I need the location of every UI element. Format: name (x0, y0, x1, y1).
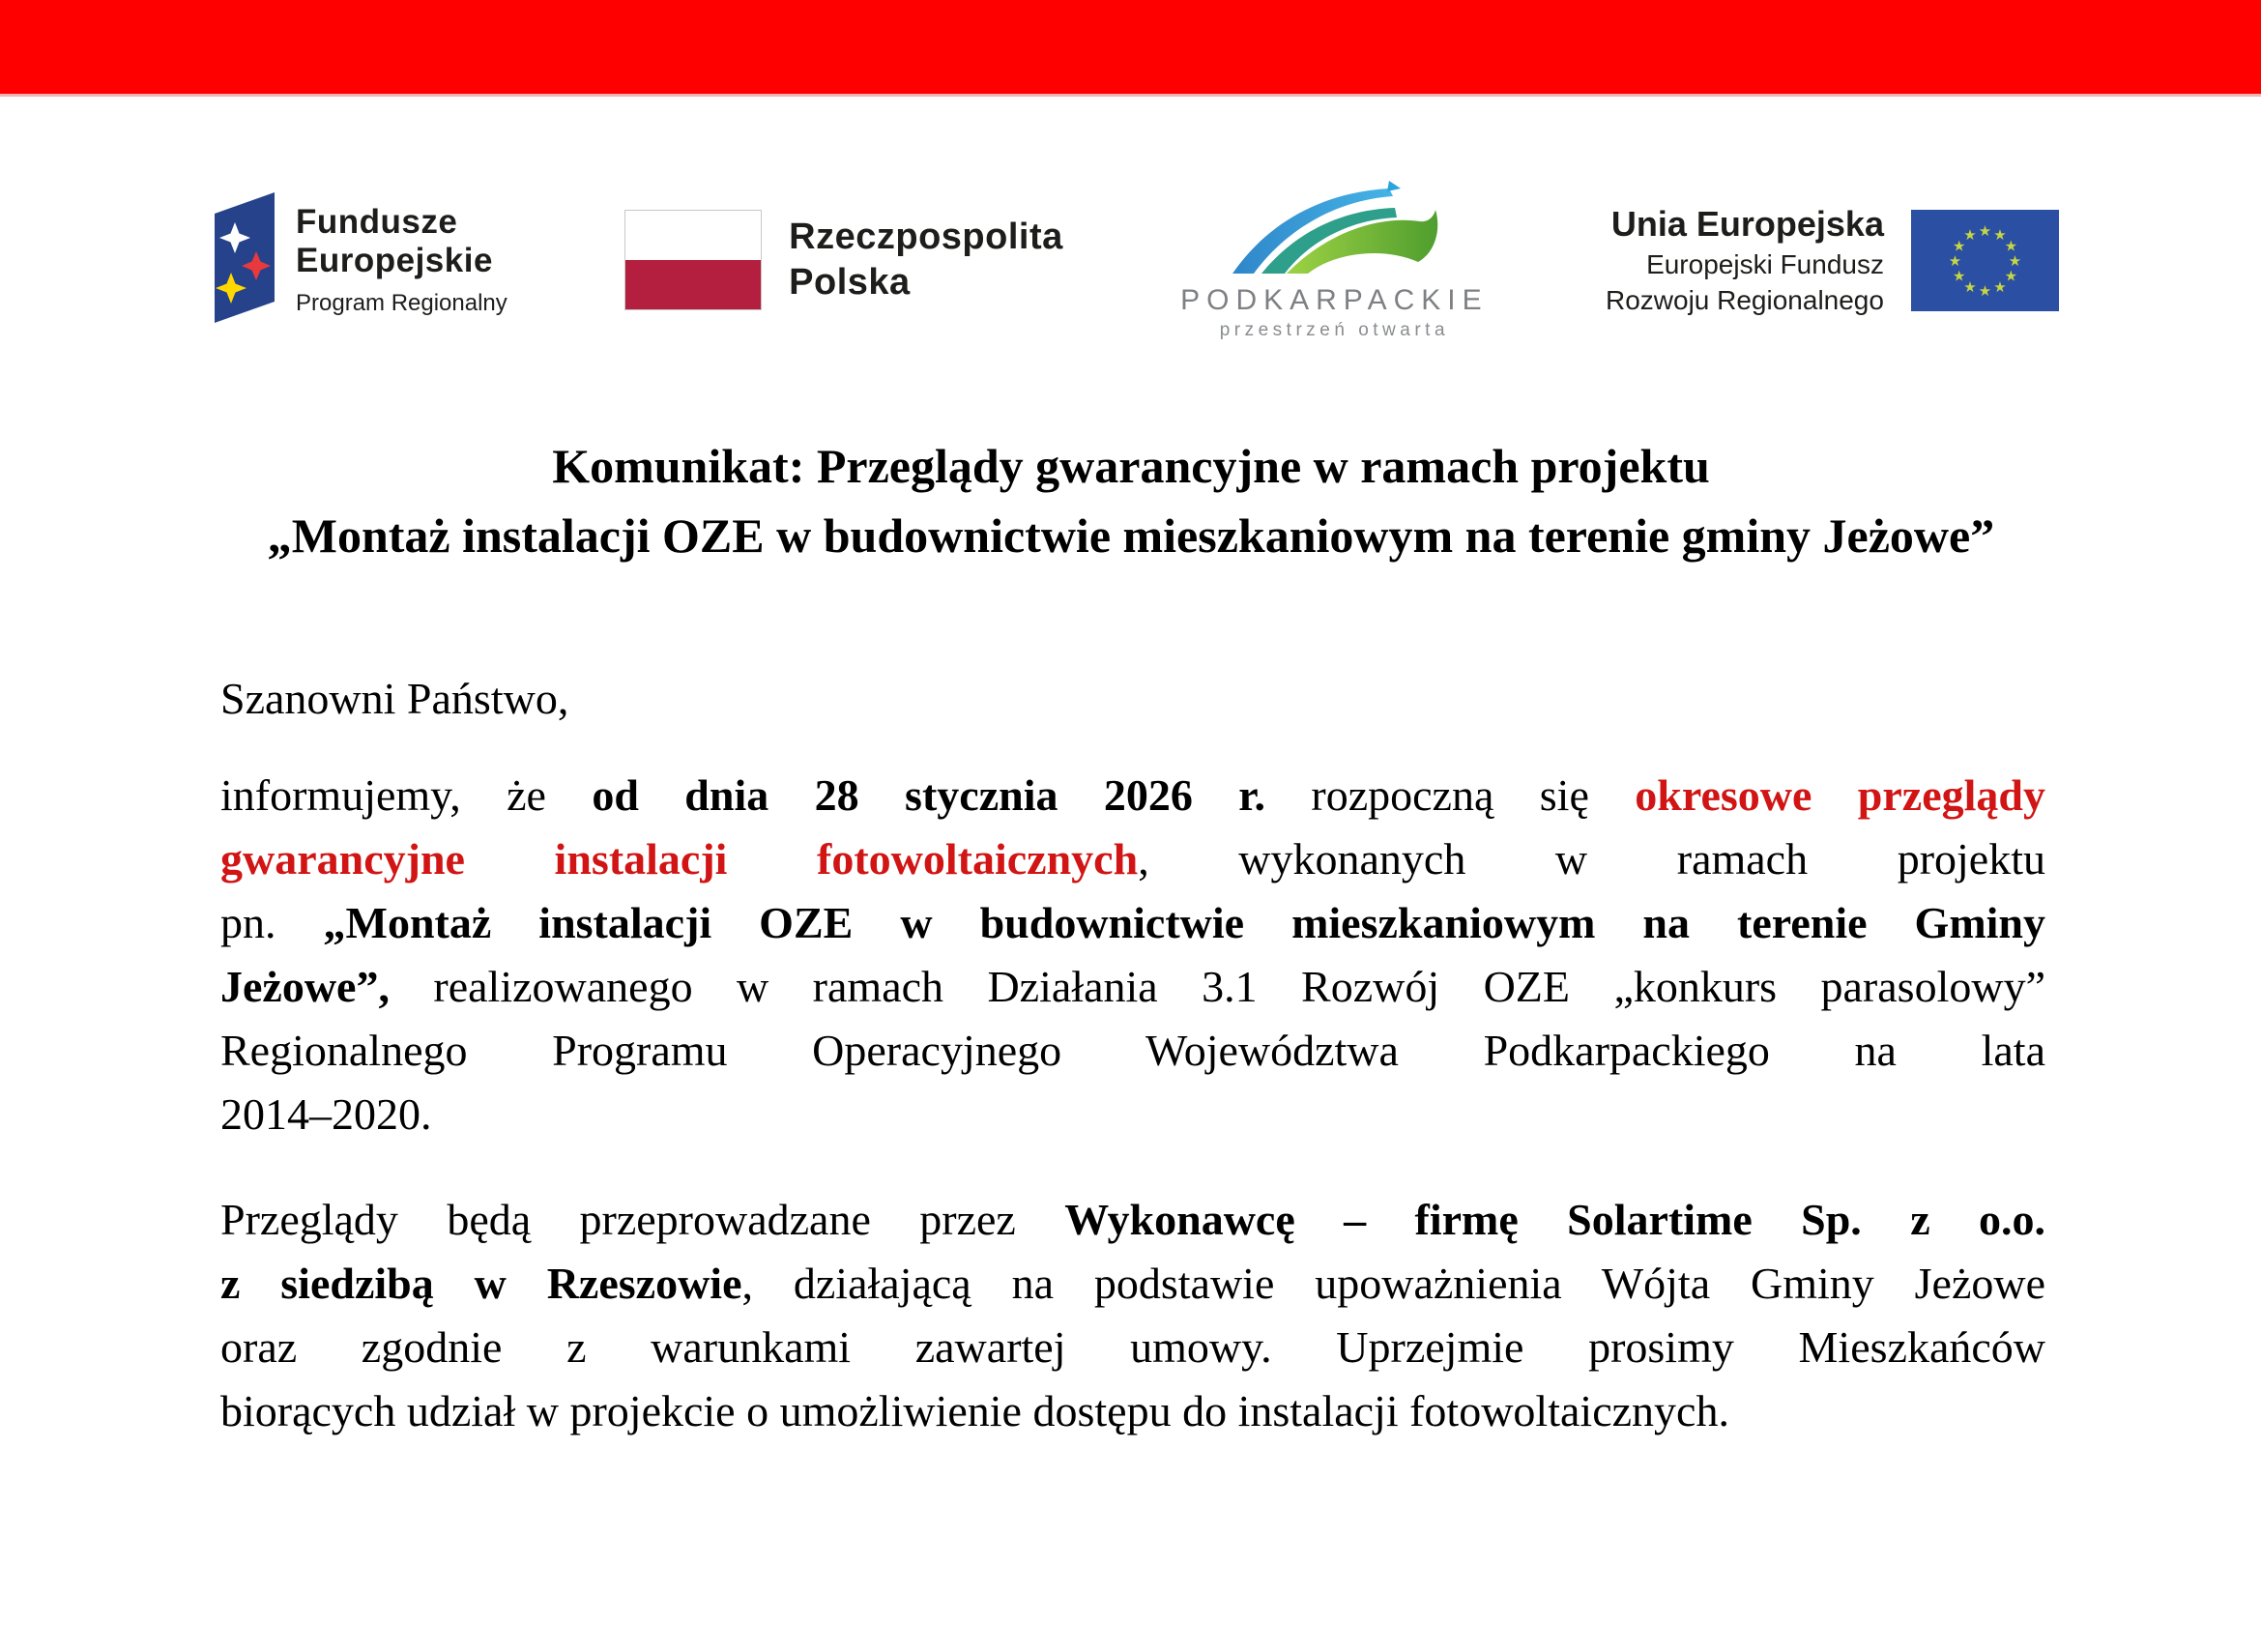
svg-text:★: ★ (2004, 237, 2017, 254)
fe-line3: Program Regionalny (296, 289, 507, 316)
podkarpackie-swoosh-icon (1229, 179, 1439, 280)
text-line (220, 827, 2045, 891)
text-line (220, 955, 2045, 1019)
text-line (220, 1188, 2045, 1252)
salutation: Szanowni Państwo, (220, 674, 569, 723)
rp-line1: Rzeczpospolita (789, 217, 1063, 257)
svg-text:★: ★ (2008, 251, 2022, 270)
svg-text:★: ★ (1993, 225, 2007, 244)
text-run: z siedzibą w Rzeszowie (220, 1259, 742, 1308)
text-line (220, 1316, 2045, 1379)
paragraph-2 (220, 1188, 2045, 1443)
text-line (220, 764, 2045, 827)
text-run: rozpoczną się (1264, 770, 1636, 820)
eu-line3: Rozwoju Regionalnego (1605, 285, 1884, 315)
text-line (220, 1252, 2045, 1316)
text-run: gwarancyjne instalacji fotowoltaicznych (220, 834, 1139, 884)
eu-line1: Unia Europejska (1610, 204, 1884, 244)
podkarpackie-tagline: przestrzeń otwarta (1219, 320, 1450, 340)
logo-strip (215, 179, 2059, 341)
logo-podkarpackie (1180, 179, 1489, 341)
svg-text:★: ★ (1948, 251, 1962, 270)
fe-line2: Europejskie (296, 241, 493, 279)
rp-line2: Polska (789, 262, 911, 303)
text-run: informujemy, że (220, 770, 593, 820)
top-red-bar (0, 0, 2261, 97)
eu-logo-text (1606, 202, 1884, 318)
text-run: oraz zgodnie z warunkami zawartej umowy. Uprzejmie prosimy Mieszkańców (220, 1322, 2045, 1372)
logo-rzeczpospolita-polska (624, 210, 1063, 310)
text-run: Wykonawcę – firmę Solartime Sp. z o.o. (1064, 1195, 2045, 1244)
text-line (220, 1019, 2045, 1083)
title-line-1: Komunikat: Przeglądy gwarancyjne w ramach projektu (552, 439, 1710, 493)
eu-flag-icon (1911, 210, 2059, 311)
svg-text:★: ★ (1978, 221, 1992, 240)
text-run: okresowe przeglądy (1635, 770, 2046, 820)
text-run: realizowanego w ramach Działania 3.1 Rozwój OZE „konkurs parasolowy” (433, 962, 2045, 1011)
paragraph-1 (220, 764, 2045, 1146)
logo-fundusze-europejskie (215, 192, 507, 328)
rp-logo-text (789, 215, 1063, 305)
svg-text:★: ★ (1952, 237, 1966, 254)
text-run: Regionalnego Programu Operacyjnego Województwa Podkarpackiego na lata (220, 1026, 2045, 1075)
text-line (220, 1083, 2045, 1146)
fe-logo-text (296, 203, 507, 318)
text-run: 2014–2020. (220, 1089, 432, 1139)
logo-unia-europejska (1606, 202, 2059, 318)
text-line (220, 1379, 2045, 1443)
text-run: Przeglądy będą przeprowadzane przez (220, 1195, 1065, 1244)
svg-text:★: ★ (1978, 281, 1992, 300)
text-run: pn. (220, 898, 324, 947)
polish-flag-icon (624, 210, 762, 310)
fe-flag-icon (215, 192, 275, 328)
fe-line1: Fundusze (296, 202, 458, 241)
text-run: , wykonanych w ramach projektu (1138, 834, 2045, 884)
svg-text:★: ★ (1963, 225, 1977, 244)
text-run: , działającą na podstawie upoważnienia Wójta Gminy Jeżowe (741, 1259, 2045, 1308)
text-run: „Montaż instalacji OZE w budownictwie mieszkaniowym na terenie Gminy (323, 898, 2046, 947)
text-run: biorących udział w projekcie o umożliwienie dostępu do instalacji fotowoltaicznych. (220, 1386, 1729, 1435)
svg-text:★: ★ (1993, 277, 2007, 296)
document-title (179, 431, 2083, 570)
text-run: Jeżowe”, (220, 962, 434, 1011)
podkarpackie-name: PODKARPACKIE (1180, 284, 1489, 316)
eu-line2: Europejski Fundusz (1646, 249, 1884, 279)
title-line-2: „Montaż instalacji OZE w budownictwie mieszkaniowym na terenie gminy Jeżowe” (267, 508, 1995, 563)
svg-text:★: ★ (2004, 267, 2017, 284)
svg-text:★: ★ (1952, 267, 1966, 284)
text-run: od dnia 28 stycznia 2026 r. (592, 770, 1265, 820)
svg-text:★: ★ (1963, 277, 1977, 296)
text-line (220, 891, 2045, 955)
